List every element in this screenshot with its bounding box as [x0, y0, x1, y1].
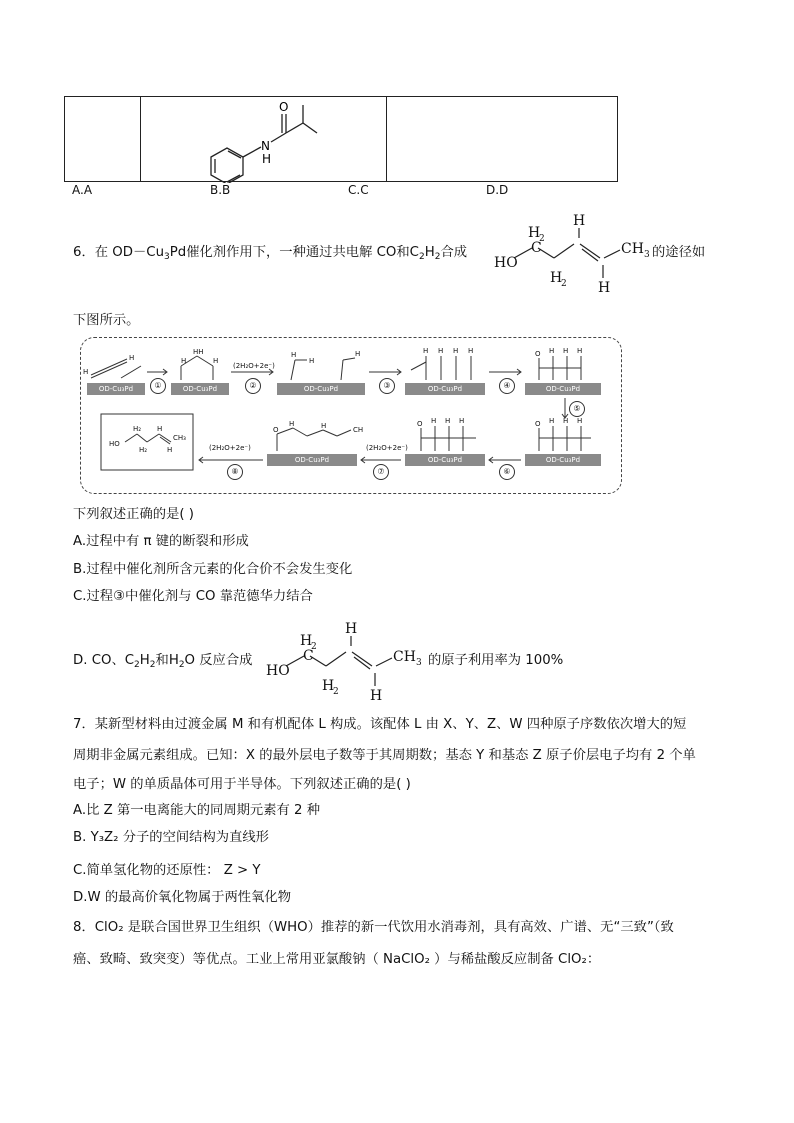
svg-text:H: H — [431, 417, 437, 425]
q6-choice-a[interactable]: A.过程中有 π 键的断裂和形成 — [73, 534, 249, 549]
q8-stem-line1: 8．ClO₂ 是联合国世界卫生组织（WHO）推荐的新一代饮用水消毒剂，具有高效、广谱、无“三致”（致 — [73, 920, 674, 935]
svg-text:H: H — [321, 422, 327, 430]
option-label-a[interactable]: A.A — [72, 183, 93, 197]
options-table — [64, 96, 618, 182]
co-formula: CO — [376, 245, 397, 260]
scheme-drawing — [81, 338, 621, 493]
choice-d-text: D. CO、 — [73, 653, 125, 668]
h2o-h: H — [168, 653, 179, 668]
svg-text:H: H — [289, 420, 295, 428]
c-label-1: C — [531, 240, 542, 256]
q8-stem-line2: 癌、致畸、致突变）等优点。工业上常用亚氯酸钠（ NaClO₂ ）与稀盐酸反应制备 ClO₂： — [73, 952, 601, 967]
q7-choice-b[interactable]: B. Y₃Z₂ 分子的空间结构为直线形 — [73, 830, 269, 845]
q7-choice-d[interactable]: D.W 的最高价氧化物属于两性氧化物 — [73, 890, 291, 905]
svg-text:H: H — [549, 417, 555, 425]
c2h2-sub1: 2 — [418, 252, 425, 262]
svg-text:H: H — [83, 368, 89, 376]
svg-text:H₂: H₂ — [139, 446, 148, 454]
catalyst-plate: OD-Cu₃Pd — [87, 383, 145, 395]
choice-d-text-b: 和 — [155, 653, 169, 668]
h2o-sub: 2 — [178, 660, 185, 670]
step-2: ② — [245, 378, 261, 394]
c2h2-sub2: 2 — [434, 252, 441, 262]
svg-text:H: H — [157, 425, 163, 433]
svg-text:H: H — [459, 417, 465, 425]
step-1: ① — [150, 378, 166, 394]
catalyst-pd: Pd — [169, 245, 187, 260]
q6-text: 在 — [94, 245, 109, 260]
h2-sub-bottom: 2 — [333, 687, 339, 697]
reaction-scheme — [80, 337, 622, 494]
choice-d-end: 的原子利用率为 100% — [428, 653, 564, 668]
c2h2-h: H — [139, 653, 150, 668]
q6-text-d: 合成 — [440, 245, 468, 260]
svg-text:CH₃: CH₃ — [173, 434, 186, 442]
c2h2-c: C — [409, 245, 419, 260]
h-label-top: H — [345, 621, 358, 637]
q6-number: 6． — [73, 245, 95, 260]
catalyst-name: OD－Cu — [112, 245, 165, 260]
option-cell-c — [387, 97, 618, 182]
c2h2-sub1: 2 — [134, 660, 140, 670]
h2-label-top: H — [300, 633, 313, 649]
q7-stem-line1: 7．某新型材料由过渡金属 M 和有机配体 L 构成。该配体 L 由 X、Y、Z、W 四种原子序数依次增大的短 — [73, 717, 687, 732]
catalyst-plate: OD-Cu₃Pd — [405, 454, 485, 466]
svg-text:CH: CH — [353, 426, 364, 434]
h2-sub-bottom: 2 — [561, 279, 567, 289]
c2h2-h: H — [424, 245, 435, 260]
q7-choice-c[interactable]: C.简单氢化物的还原性： Z > Y — [73, 863, 261, 878]
svg-text:H: H — [438, 347, 444, 355]
svg-text:O: O — [273, 426, 279, 434]
svg-text:H: H — [291, 351, 297, 359]
h2-sub-top: 2 — [539, 234, 545, 244]
catalyst-sub: 3 — [164, 252, 170, 262]
q6-text-c: 和 — [396, 245, 410, 260]
catalyst-plate: OD-Cu₃Pd — [277, 383, 365, 395]
svg-text:HO: HO — [109, 440, 120, 448]
oxygen-label: O — [279, 100, 289, 114]
reagent-label: (2H₂O+2e⁻) — [209, 444, 251, 452]
svg-text:H: H — [423, 347, 429, 355]
step-3: ③ — [379, 378, 395, 394]
step-5: ⑤ — [569, 401, 585, 417]
step-6: ⑥ — [499, 464, 515, 480]
ho-label: HO — [494, 255, 518, 271]
catalyst-plate: OD-Cu₃Pd — [171, 383, 229, 395]
svg-text:H: H — [468, 347, 474, 355]
svg-text:H: H — [167, 446, 173, 454]
q6-text-b: 催化剂作用下，一种通过共电解 — [186, 245, 373, 260]
q6-choice-b[interactable]: B.过程中催化剂所含元素的化合价不会发生变化 — [73, 562, 353, 577]
svg-text:H: H — [309, 357, 315, 365]
catalyst-plate: OD-Cu₃Pd — [405, 383, 485, 395]
c-label-1: C — [303, 648, 314, 664]
svg-text:H: H — [563, 347, 569, 355]
svg-text:H: H — [577, 417, 583, 425]
svg-text:H: H — [213, 357, 219, 365]
reagent-label: (2H₂O+2e⁻) — [233, 362, 275, 370]
q7-stem-line3: 电子；W 的单质晶体可用于半导体。下列叙述正确的是( ) — [73, 777, 411, 792]
ch3-sub: 3 — [644, 250, 650, 260]
q6-text-e: 的途径如 — [652, 245, 706, 260]
catalyst-plate: OD-Cu₃Pd — [525, 383, 601, 395]
catalyst-plate: OD-Cu₃Pd — [525, 454, 601, 466]
h-label-bottom: H — [370, 688, 383, 703]
svg-text:O: O — [417, 420, 423, 428]
q6-prompt: 下列叙述正确的是( ) — [73, 507, 194, 522]
amide-structure — [141, 97, 386, 183]
nitrogen-label: N — [261, 139, 270, 153]
h2-label-bottom: H — [550, 270, 563, 286]
option-cell-b — [141, 97, 387, 182]
svg-text:H: H — [355, 350, 361, 358]
ch3-label: CH — [393, 649, 416, 665]
reagent-label: (2H₂O+2e⁻) — [366, 444, 408, 452]
option-label-d[interactable]: D.D — [486, 183, 509, 197]
option-label-c[interactable]: C.C — [348, 183, 369, 197]
choice-d-text-c: O 反应合成 — [184, 653, 253, 668]
c2h2-c: C — [124, 653, 135, 668]
q6-choice-d[interactable] — [73, 652, 252, 674]
svg-text:O: O — [535, 350, 541, 358]
svg-text:H: H — [563, 417, 569, 425]
q6-choice-c[interactable]: C.过程③中催化剂与 CO 靠范德华力结合 — [73, 589, 313, 604]
svg-text:O: O — [535, 420, 541, 428]
svg-text:H: H — [445, 417, 451, 425]
h2-label-bottom: H — [322, 678, 335, 694]
q7-choice-a[interactable]: A.比 Z 第一电离能大的同周期元素有 2 种 — [73, 803, 321, 818]
ch3-label: CH — [621, 241, 644, 257]
q6-stem — [73, 244, 467, 266]
option-label-b[interactable]: B.B — [210, 183, 231, 197]
h2-sub-top: 2 — [311, 642, 317, 652]
svg-text:H₂: H₂ — [133, 425, 142, 433]
svg-text:H: H — [129, 354, 135, 362]
ch3-sub: 3 — [416, 658, 422, 668]
option-cell-a — [65, 97, 141, 182]
svg-text:H: H — [453, 347, 459, 355]
c2h2-sub2: 2 — [149, 660, 156, 670]
svg-text:H: H — [577, 347, 583, 355]
product-molecule — [494, 210, 654, 295]
svg-text:HH: HH — [193, 348, 204, 356]
svg-text:H: H — [549, 347, 555, 355]
h2-label-top: H — [528, 225, 541, 241]
q7-stem-line2: 周期非金属元素组成。已知：X 的最外层电子数等于其周期数；基态 Y 和基态 Z 原子价层电子均有 2 个单 — [73, 748, 696, 763]
step-7: ⑦ — [373, 464, 389, 480]
h-label-top: H — [573, 213, 586, 229]
step-4: ④ — [499, 378, 515, 394]
catalyst-plate: OD-Cu₃Pd — [267, 454, 357, 466]
h-label-bottom: H — [598, 280, 611, 295]
step-8: ⑧ — [227, 464, 243, 480]
product-molecule-choice-d — [266, 618, 431, 703]
hydrogen-label: H — [262, 152, 272, 166]
q6-line2: 下图所示。 — [73, 313, 140, 328]
svg-text:H: H — [181, 357, 187, 365]
ho-label: HO — [266, 663, 290, 679]
